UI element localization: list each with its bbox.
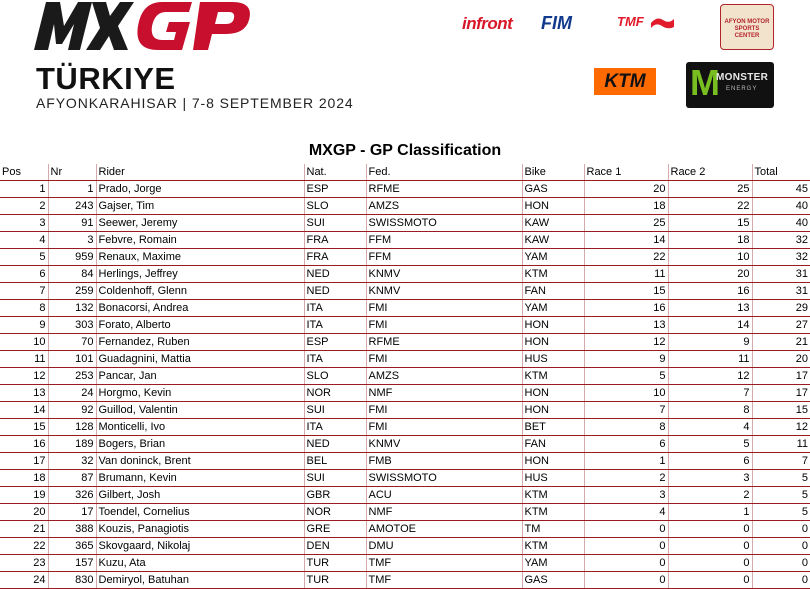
cell-bike: HON: [522, 334, 584, 351]
cell-race1: 1: [584, 453, 668, 470]
column-header-bike: Bike: [522, 164, 584, 181]
cell-nat: GBR: [304, 487, 366, 504]
cell-race2: 14: [668, 317, 752, 334]
cell-race1: 4: [584, 504, 668, 521]
cell-total: 31: [752, 283, 810, 300]
cell-rider: Seewer, Jeremy: [96, 215, 304, 232]
fim-logo: FIM: [541, 13, 572, 33]
monster-logo-subtext: ENERGY: [726, 86, 758, 92]
cell-bike: KTM: [522, 368, 584, 385]
event-location-date: AFYONKARAHISAR | 7-8 SEPTEMBER 2024: [36, 95, 354, 111]
cell-race1: 0: [584, 572, 668, 589]
cell-total: 11: [752, 436, 810, 453]
cell-pos: 20: [0, 504, 48, 521]
cell-nat: ITA: [304, 317, 366, 334]
cell-total: 0: [752, 521, 810, 538]
column-header-nr: Nr: [48, 164, 96, 181]
cell-pos: 4: [0, 232, 48, 249]
cell-race1: 25: [584, 215, 668, 232]
cell-race2: 5: [668, 436, 752, 453]
cell-race2: 1: [668, 504, 752, 521]
cell-pos: 16: [0, 436, 48, 453]
cell-race1: 0: [584, 555, 668, 572]
cell-rider: Skovgaard, Nikolaj: [96, 538, 304, 555]
cell-nat: NOR: [304, 504, 366, 521]
cell-rider: Horgmo, Kevin: [96, 385, 304, 402]
event-header: [0, 0, 810, 137]
monster-energy-logo: [686, 62, 774, 108]
cell-nr: 91: [48, 215, 96, 232]
table-row: [0, 300, 810, 317]
cell-pos: 3: [0, 215, 48, 232]
cell-total: 17: [752, 385, 810, 402]
cell-total: 40: [752, 215, 810, 232]
cell-pos: 5: [0, 249, 48, 266]
cell-race2: 0: [668, 555, 752, 572]
cell-pos: 11: [0, 351, 48, 368]
cell-fed: FFM: [366, 232, 522, 249]
cell-total: 0: [752, 572, 810, 589]
cell-nr: 365: [48, 538, 96, 555]
cell-nat: SUI: [304, 402, 366, 419]
cell-rider: Coldenhoff, Glenn: [96, 283, 304, 300]
cell-rider: Forato, Alberto: [96, 317, 304, 334]
cell-pos: 10: [0, 334, 48, 351]
cell-fed: FMI: [366, 300, 522, 317]
infront-logo: infront: [462, 14, 513, 33]
monster-logo-text: MONSTER: [716, 72, 769, 83]
cell-fed: KNMV: [366, 266, 522, 283]
cell-bike: KAW: [522, 215, 584, 232]
cell-fed: KNMV: [366, 283, 522, 300]
cell-pos: 22: [0, 538, 48, 555]
cell-pos: 12: [0, 368, 48, 385]
cell-pos: 24: [0, 572, 48, 589]
ktm-logo-text: KTM: [604, 71, 646, 92]
cell-pos: 9: [0, 317, 48, 334]
cell-total: 0: [752, 555, 810, 572]
cell-pos: 18: [0, 470, 48, 487]
table-row: [0, 385, 810, 402]
cell-bike: FAN: [522, 283, 584, 300]
afyon-logo-text: AFYON MOTOR SPORTS CENTER: [724, 19, 770, 39]
cell-nr: 84: [48, 266, 96, 283]
cell-fed: FMI: [366, 419, 522, 436]
cell-bike: GAS: [522, 181, 584, 198]
mxgp-logo-mark: [34, 2, 250, 50]
cell-nr: 92: [48, 402, 96, 419]
table-row: [0, 181, 810, 198]
table-row: [0, 538, 810, 555]
cell-race1: 20: [584, 181, 668, 198]
cell-race1: 0: [584, 538, 668, 555]
cell-pos: 7: [0, 283, 48, 300]
cell-bike: HUS: [522, 351, 584, 368]
cell-total: 20: [752, 351, 810, 368]
cell-pos: 17: [0, 453, 48, 470]
cell-fed: TMF: [366, 555, 522, 572]
cell-nat: SUI: [304, 215, 366, 232]
cell-fed: AMZS: [366, 198, 522, 215]
cell-race2: 0: [668, 521, 752, 538]
results-table-body: [0, 181, 810, 589]
cell-nat: NED: [304, 436, 366, 453]
table-row: [0, 453, 810, 470]
cell-nr: 128: [48, 419, 96, 436]
cell-race1: 12: [584, 334, 668, 351]
cell-race2: 0: [668, 572, 752, 589]
table-row: [0, 215, 810, 232]
cell-pos: 15: [0, 419, 48, 436]
table-row: [0, 249, 810, 266]
cell-bike: HON: [522, 198, 584, 215]
cell-nr: 24: [48, 385, 96, 402]
cell-rider: Toendel, Cornelius: [96, 504, 304, 521]
cell-nat: DEN: [304, 538, 366, 555]
cell-nr: 3: [48, 232, 96, 249]
cell-pos: 2: [0, 198, 48, 215]
column-header-rider: Rider: [96, 164, 304, 181]
cell-race1: 7: [584, 402, 668, 419]
table-row: [0, 555, 810, 572]
cell-pos: 21: [0, 521, 48, 538]
cell-rider: Febvre, Romain: [96, 232, 304, 249]
cell-rider: Pancar, Jan: [96, 368, 304, 385]
cell-total: 45: [752, 181, 810, 198]
cell-rider: Kouzis, Panagiotis: [96, 521, 304, 538]
cell-rider: Brumann, Kevin: [96, 470, 304, 487]
column-header-total: Total: [752, 164, 810, 181]
table-row: [0, 402, 810, 419]
cell-race1: 15: [584, 283, 668, 300]
cell-race1: 9: [584, 351, 668, 368]
results-table: [0, 164, 810, 589]
monster-claw-icon: M: [690, 62, 720, 103]
cell-bike: KTM: [522, 266, 584, 283]
cell-race2: 11: [668, 351, 752, 368]
cell-rider: Renaux, Maxime: [96, 249, 304, 266]
tmf-logo: [613, 13, 677, 33]
cell-rider: Prado, Jorge: [96, 181, 304, 198]
cell-total: 5: [752, 487, 810, 504]
cell-race2: 22: [668, 198, 752, 215]
cell-nr: 326: [48, 487, 96, 504]
cell-total: 40: [752, 198, 810, 215]
cell-nr: 132: [48, 300, 96, 317]
table-row: [0, 266, 810, 283]
cell-fed: ACU: [366, 487, 522, 504]
cell-nr: 1: [48, 181, 96, 198]
cell-race1: 5: [584, 368, 668, 385]
cell-rider: Bogers, Brian: [96, 436, 304, 453]
table-row: [0, 470, 810, 487]
table-row: [0, 317, 810, 334]
cell-fed: AMOTOE: [366, 521, 522, 538]
cell-race1: 22: [584, 249, 668, 266]
cell-nat: BEL: [304, 453, 366, 470]
cell-fed: RFME: [366, 334, 522, 351]
cell-fed: SWISSMOTO: [366, 215, 522, 232]
cell-race2: 7: [668, 385, 752, 402]
cell-total: 12: [752, 419, 810, 436]
cell-nr: 830: [48, 572, 96, 589]
cell-total: 17: [752, 368, 810, 385]
cell-rider: Monticelli, Ivo: [96, 419, 304, 436]
cell-fed: FMI: [366, 402, 522, 419]
classification-title: MXGP - GP Classification: [308, 142, 502, 159]
table-row: [0, 368, 810, 385]
cell-total: 5: [752, 470, 810, 487]
cell-race1: 8: [584, 419, 668, 436]
cell-race2: 13: [668, 300, 752, 317]
cell-rider: Guadagnini, Mattia: [96, 351, 304, 368]
cell-race2: 10: [668, 249, 752, 266]
cell-race1: 2: [584, 470, 668, 487]
cell-nat: ITA: [304, 419, 366, 436]
cell-total: 31: [752, 266, 810, 283]
cell-race1: 3: [584, 487, 668, 504]
table-row: [0, 232, 810, 249]
cell-rider: Kuzu, Ata: [96, 555, 304, 572]
cell-nat: ITA: [304, 300, 366, 317]
column-header-race1: Race 1: [584, 164, 668, 181]
cell-pos: 13: [0, 385, 48, 402]
cell-nat: SLO: [304, 368, 366, 385]
cell-total: 15: [752, 402, 810, 419]
cell-nr: 253: [48, 368, 96, 385]
cell-race2: 12: [668, 368, 752, 385]
cell-nat: SLO: [304, 198, 366, 215]
cell-race2: 6: [668, 453, 752, 470]
cell-fed: FMB: [366, 453, 522, 470]
cell-nr: 259: [48, 283, 96, 300]
cell-nat: FRA: [304, 232, 366, 249]
table-row: [0, 419, 810, 436]
cell-total: 0: [752, 538, 810, 555]
cell-bike: HON: [522, 317, 584, 334]
cell-nr: 17: [48, 504, 96, 521]
cell-race1: 13: [584, 317, 668, 334]
cell-bike: HON: [522, 385, 584, 402]
cell-race1: 6: [584, 436, 668, 453]
table-row: [0, 283, 810, 300]
cell-total: 5: [752, 504, 810, 521]
cell-bike: YAM: [522, 249, 584, 266]
cell-race2: 3: [668, 470, 752, 487]
cell-bike: KTM: [522, 487, 584, 504]
cell-rider: Gilbert, Josh: [96, 487, 304, 504]
cell-nr: 157: [48, 555, 96, 572]
ktm-logo: [594, 68, 656, 95]
cell-race2: 9: [668, 334, 752, 351]
cell-fed: RFME: [366, 181, 522, 198]
cell-total: 32: [752, 249, 810, 266]
cell-pos: 23: [0, 555, 48, 572]
cell-nat: GRE: [304, 521, 366, 538]
cell-nat: NED: [304, 266, 366, 283]
cell-fed: KNMV: [366, 436, 522, 453]
cell-race2: 2: [668, 487, 752, 504]
column-header-race2: Race 2: [668, 164, 752, 181]
cell-bike: GAS: [522, 572, 584, 589]
cell-total: 21: [752, 334, 810, 351]
tmf-logo-text: TMF: [617, 14, 644, 29]
cell-bike: KTM: [522, 538, 584, 555]
cell-bike: KTM: [522, 504, 584, 521]
cell-race1: 14: [584, 232, 668, 249]
table-header-row: [0, 164, 810, 181]
mxgp-logo: [34, 0, 256, 52]
cell-nr: 87: [48, 470, 96, 487]
cell-race2: 4: [668, 419, 752, 436]
table-row: [0, 572, 810, 589]
cell-nat: NED: [304, 283, 366, 300]
cell-race2: 25: [668, 181, 752, 198]
table-row: [0, 198, 810, 215]
cell-nr: 101: [48, 351, 96, 368]
cell-rider: Herlings, Jeffrey: [96, 266, 304, 283]
cell-nat: ESP: [304, 181, 366, 198]
cell-rider: Fernandez, Ruben: [96, 334, 304, 351]
cell-race2: 16: [668, 283, 752, 300]
cell-fed: DMU: [366, 538, 522, 555]
cell-rider: Van doninck, Brent: [96, 453, 304, 470]
cell-race2: 15: [668, 215, 752, 232]
cell-nat: TUR: [304, 572, 366, 589]
cell-fed: FFM: [366, 249, 522, 266]
cell-fed: NMF: [366, 504, 522, 521]
cell-rider: Guillod, Valentin: [96, 402, 304, 419]
cell-fed: FMI: [366, 351, 522, 368]
cell-bike: FAN: [522, 436, 584, 453]
column-header-nat: Nat.: [304, 164, 366, 181]
cell-nr: 303: [48, 317, 96, 334]
cell-nat: TUR: [304, 555, 366, 572]
cell-nr: 70: [48, 334, 96, 351]
cell-nr: 243: [48, 198, 96, 215]
cell-bike: HON: [522, 453, 584, 470]
cell-race2: 0: [668, 538, 752, 555]
cell-rider: Gajser, Tim: [96, 198, 304, 215]
cell-race2: 18: [668, 232, 752, 249]
column-header-fed: Fed.: [366, 164, 522, 181]
table-row: [0, 436, 810, 453]
cell-total: 32: [752, 232, 810, 249]
event-country-title: TÜRKIYE: [36, 61, 176, 96]
cell-race1: 16: [584, 300, 668, 317]
cell-bike: TM: [522, 521, 584, 538]
cell-fed: FMI: [366, 317, 522, 334]
table-row: [0, 351, 810, 368]
cell-pos: 19: [0, 487, 48, 504]
cell-pos: 14: [0, 402, 48, 419]
cell-pos: 1: [0, 181, 48, 198]
column-header-pos: Pos: [0, 164, 48, 181]
cell-fed: AMZS: [366, 368, 522, 385]
cell-race1: 0: [584, 521, 668, 538]
cell-race1: 18: [584, 198, 668, 215]
cell-nr: 388: [48, 521, 96, 538]
cell-rider: Bonacorsi, Andrea: [96, 300, 304, 317]
cell-race1: 11: [584, 266, 668, 283]
cell-nat: FRA: [304, 249, 366, 266]
cell-bike: YAM: [522, 555, 584, 572]
cell-nat: ESP: [304, 334, 366, 351]
cell-pos: 6: [0, 266, 48, 283]
cell-nat: ITA: [304, 351, 366, 368]
cell-fed: SWISSMOTO: [366, 470, 522, 487]
cell-nr: 959: [48, 249, 96, 266]
cell-fed: TMF: [366, 572, 522, 589]
table-row: [0, 334, 810, 351]
cell-nat: NOR: [304, 385, 366, 402]
cell-pos: 8: [0, 300, 48, 317]
cell-bike: BET: [522, 419, 584, 436]
cell-nat: SUI: [304, 470, 366, 487]
cell-bike: YAM: [522, 300, 584, 317]
tmf-flag-icon: [649, 16, 675, 30]
table-row: [0, 504, 810, 521]
cell-rider: Demiryol, Batuhan: [96, 572, 304, 589]
cell-fed: NMF: [366, 385, 522, 402]
cell-nr: 189: [48, 436, 96, 453]
cell-bike: KAW: [522, 232, 584, 249]
cell-race2: 20: [668, 266, 752, 283]
cell-total: 27: [752, 317, 810, 334]
cell-total: 29: [752, 300, 810, 317]
cell-race2: 8: [668, 402, 752, 419]
afyon-motorsports-logo: [720, 4, 774, 50]
cell-race1: 10: [584, 385, 668, 402]
cell-bike: HUS: [522, 470, 584, 487]
table-row: [0, 487, 810, 504]
cell-nr: 32: [48, 453, 96, 470]
cell-total: 7: [752, 453, 810, 470]
cell-bike: HON: [522, 402, 584, 419]
table-row: [0, 521, 810, 538]
